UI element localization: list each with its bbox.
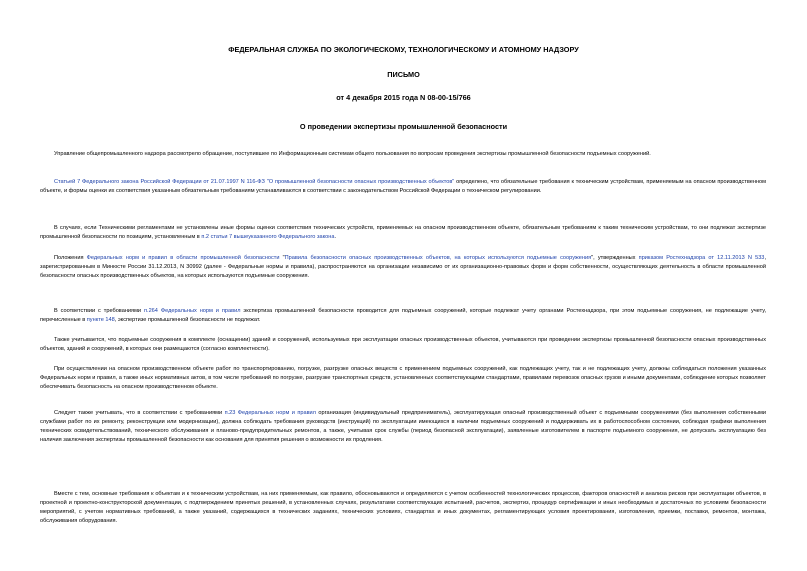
paragraph-3 [40,224,766,242]
article-7-item-2-link[interactable]: п.2 статьи 7 вышеуказанного Федерального закона [201,234,335,241]
paragraph-9-text: Вместе с тем, основные требования к объектам и к техническим устройствам, на них применяемым, как правило, обосновываются и определяются с учетом особенностей технологических процессов, факторов опасностей и анализа рисков при эксплуатации объектов, в проектной и проектно-конструкторской документации, с подтверждением принятых решений, в установленных случаях, результатами соответствующих испытаний, расчетов, экспертиз, процедур сертификации и иных необходимых и достаточных по условиям безопасности мероприятий, с учетом нормативных требований, а также указаний, содержащихся в технических заданиях, технических условиях, стандартах и иных документах, регламентирующих условия проектирования, изготовления, приемки, поставки, ремонтов, монтажа, обслуживания оборудования. [40,491,766,525]
federal-norms-rules-link[interactable]: Федеральных норм и правил в области промышленной безопасности [86,255,280,261]
paragraph-5-text-3: , экспертизе промышленной безопасности не подлежат. [114,317,261,324]
paragraph-4-text-1: Положения [54,255,87,261]
paragraph-3-text: В случаях, если Техническими регламентами не установлены иные формы оценки соответствия технических устройств, применяемых на опасном производственном объекте, обязательным требованиям к таким техническим устройствам, то они подлежат экспертизе промышленной безопасности по позициям, установленным в [40,225,766,241]
paragraph-7-text: При осуществлении на опасном производственном объекте работ по транспортированию, погрузке, разгрузке опасных веществ с применением подъемных сооружений, как подлежащих учету, так и не подлежащих учету, должны соблюдаться положения указанных Федеральных норм и правил, а также иных нормативных актов, в том числе требований по погрузке, разгрузке транспортных средств, установленных соответствующими стандартами, правилами перевозок опасных грузов и иными документами, соблюдение которых позволяет обеспечивать безопасность на опасном производственном объекте. [40,366,766,391]
paragraph-4-text-2: " [279,255,285,261]
paragraph-4-text-3: ", утвержденных [591,255,639,261]
item-264-link[interactable]: п.264 Федеральных норм и правил [143,308,241,314]
paragraph-1-text: Управление общепромышленного надзора рассмотрело обращение, поступившее по Информационным системам общего пользования по вопросам проведения экспертизы промышленной безопасности подъемных сооружений. [54,151,651,157]
paragraph-8-text-2: организация (индивидуальный предприниматель), эксплуатирующая опасный производственный объект с подъемными сооружениями (без выполнения собственными службами работ по их ремонту, реконструкции или модернизации), должна соблюдать требования руководств (инструкций) по эксплуатации имеющихся в наличии подъемных сооружений и поддерживать их в работоспособном состоянии, соблюдая графики выполнения технических освидетельствований, технического обслуживания и планово-предупредительных ремонтов, а также, учитывая срок службы (период безопасной эксплуатации), заявленные изготовителем в паспорте подъемного сооружения, не допускать эксплуатацию без наличия заключения экспертизы промышленной безопасности как основания для принятия решения о возможности их продления. [40,410,766,444]
lifting-structures-safety-rules-link[interactable]: Правила безопасности опасных производственных объектов, на которых используются подъемные сооружения [284,255,592,261]
paragraph-6 [40,336,766,354]
rostekhnadzor-order-533-link[interactable]: приказом Ростехнадзора от 12.11.2013 N 533 [638,255,765,261]
paragraph-9 [40,490,766,526]
paragraph-1 [40,150,766,159]
paragraph-5-text-1: В соответствии с требованиями [54,308,144,314]
paragraph-4 [40,254,766,281]
document-title: О проведении экспертизы промышленной безопасности [299,122,508,131]
paragraph-3-end: . [334,234,337,241]
paragraph-5-text-2: экспертиза промышленной безопасности проводится для подъемных сооружений, которые подлежат учету органами Ростехнадзора, при этом подъемные сооружения, не подлежащие учету, перечисленные в [40,308,767,324]
paragraph-8-text-1: Следует также учитывать, что в соответствии с требованиями [54,410,225,416]
paragraph-2-text: определено, что обязательные требования к техническим устройствам, применяемым на опасном производственном объекте, и формы оценки их соответствия указанным обязательным требованиям устанавливаются в соответствии с законодательством Российской Федерации о техническом регулировании. [40,179,767,195]
paragraph-8 [40,409,766,445]
item-148-link[interactable]: пункте 148 [86,317,115,324]
federal-law-116-fz-link[interactable]: Статьей 7 Федерального закона Российской Федерации от 21.07.1997 N 116-ФЗ "О промышленной безопасности опасных производственных объектов" [54,179,455,185]
agency-heading: ФЕДЕРАЛЬНАЯ СЛУЖБА ПО ЭКОЛОГИЧЕСКОМУ, ТЕХНОЛОГИЧЕСКОМУ И АТОМНОМУ НАДЗОРУ [228,45,579,54]
paragraph-6-text: Также учитывается, что подъемные сооружения в комплекте (оснащении) зданий и сооружений, используемых при эксплуатации опасных производственных объектов, учитываются при проведении экспертизы промышленной безопасности опасных производственных объектов, зданий и сооружений, в которых они размещаются (согласно комплектности). [40,337,766,353]
paragraph-4-text-4: , зарегистрированным в Минюсте России 31.12.2013, N 30992 (далее - Федеральные нормы и правила), распространяются на организации независимо от их организационно-правовых форм и форм собственности, осуществляющих деятельность в области промышленной безопасности опасных производственных объектов, на которых используются подъемные сооружения. [40,255,766,280]
paragraph-5 [40,307,766,325]
item-23-link[interactable]: п.23 Федеральных норм и правил [224,410,316,416]
paragraph-7 [40,365,766,392]
date-number-heading: от 4 декабря 2015 года N 08-00-15/766 [336,93,471,102]
paragraph-2 [40,178,766,196]
document-type-heading: ПИСЬМО [387,70,420,79]
